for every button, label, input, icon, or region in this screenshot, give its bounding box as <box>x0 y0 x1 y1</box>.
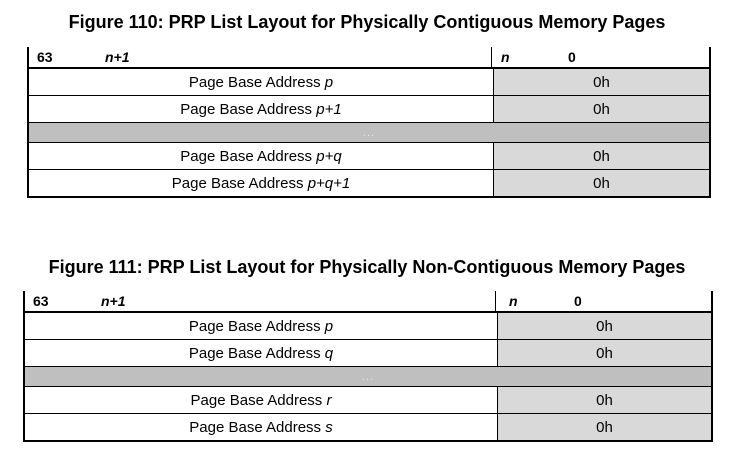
figure-110-table <box>27 47 711 198</box>
ellipsis-row: ... <box>29 122 709 142</box>
bit-n1-label: n+1 <box>101 293 126 309</box>
table-row <box>25 413 711 440</box>
bit-n-label: n <box>509 293 518 309</box>
page-base-address-cell: Page Base Address r <box>25 387 498 413</box>
offset-cell: 0h <box>498 387 711 413</box>
table-row <box>25 386 711 413</box>
bit-63-label: 63 <box>37 49 53 65</box>
table-row <box>29 95 709 122</box>
figure-111-title: Figure 111: PRP List Layout for Physically Non-Contiguous Memory Pages <box>48 257 686 277</box>
ellipsis-row: ... <box>25 366 711 386</box>
table-row <box>25 313 711 339</box>
table-row <box>29 69 709 95</box>
page-base-address-cell: Page Base Address p+q+1 <box>29 170 494 196</box>
offset-cell: 0h <box>494 170 709 196</box>
offset-cell: 0h <box>498 340 711 366</box>
table-row <box>25 339 711 366</box>
bit-n1-label: n+1 <box>105 49 130 65</box>
offset-cell: 0h <box>494 69 709 95</box>
bit-header <box>23 291 713 311</box>
offset-cell: 0h <box>494 96 709 122</box>
page-base-address-cell: Page Base Address s <box>25 414 498 440</box>
prp-list <box>27 67 711 198</box>
page-base-address-cell: Page Base Address p <box>25 313 498 339</box>
offset-cell: 0h <box>498 414 711 440</box>
page-base-address-cell: Page Base Address p <box>29 69 494 95</box>
page-base-address-cell: Page Base Address p+1 <box>29 96 494 122</box>
bit-header <box>27 47 711 67</box>
bit-63-label: 63 <box>33 293 49 309</box>
bit-0-label: 0 <box>574 293 582 309</box>
offset-cell: 0h <box>498 313 711 339</box>
table-row <box>29 142 709 169</box>
bit-0-label: 0 <box>568 49 576 65</box>
page-base-address-cell: Page Base Address p+q <box>29 143 494 169</box>
offset-cell: 0h <box>494 143 709 169</box>
figure-111-table <box>23 291 713 442</box>
prp-list <box>23 311 713 442</box>
bit-n-label: n <box>501 49 510 65</box>
table-row <box>29 169 709 196</box>
figure-110-title: Figure 110: PRP List Layout for Physically Contiguous Memory Pages <box>68 12 666 32</box>
page-base-address-cell: Page Base Address q <box>25 340 498 366</box>
